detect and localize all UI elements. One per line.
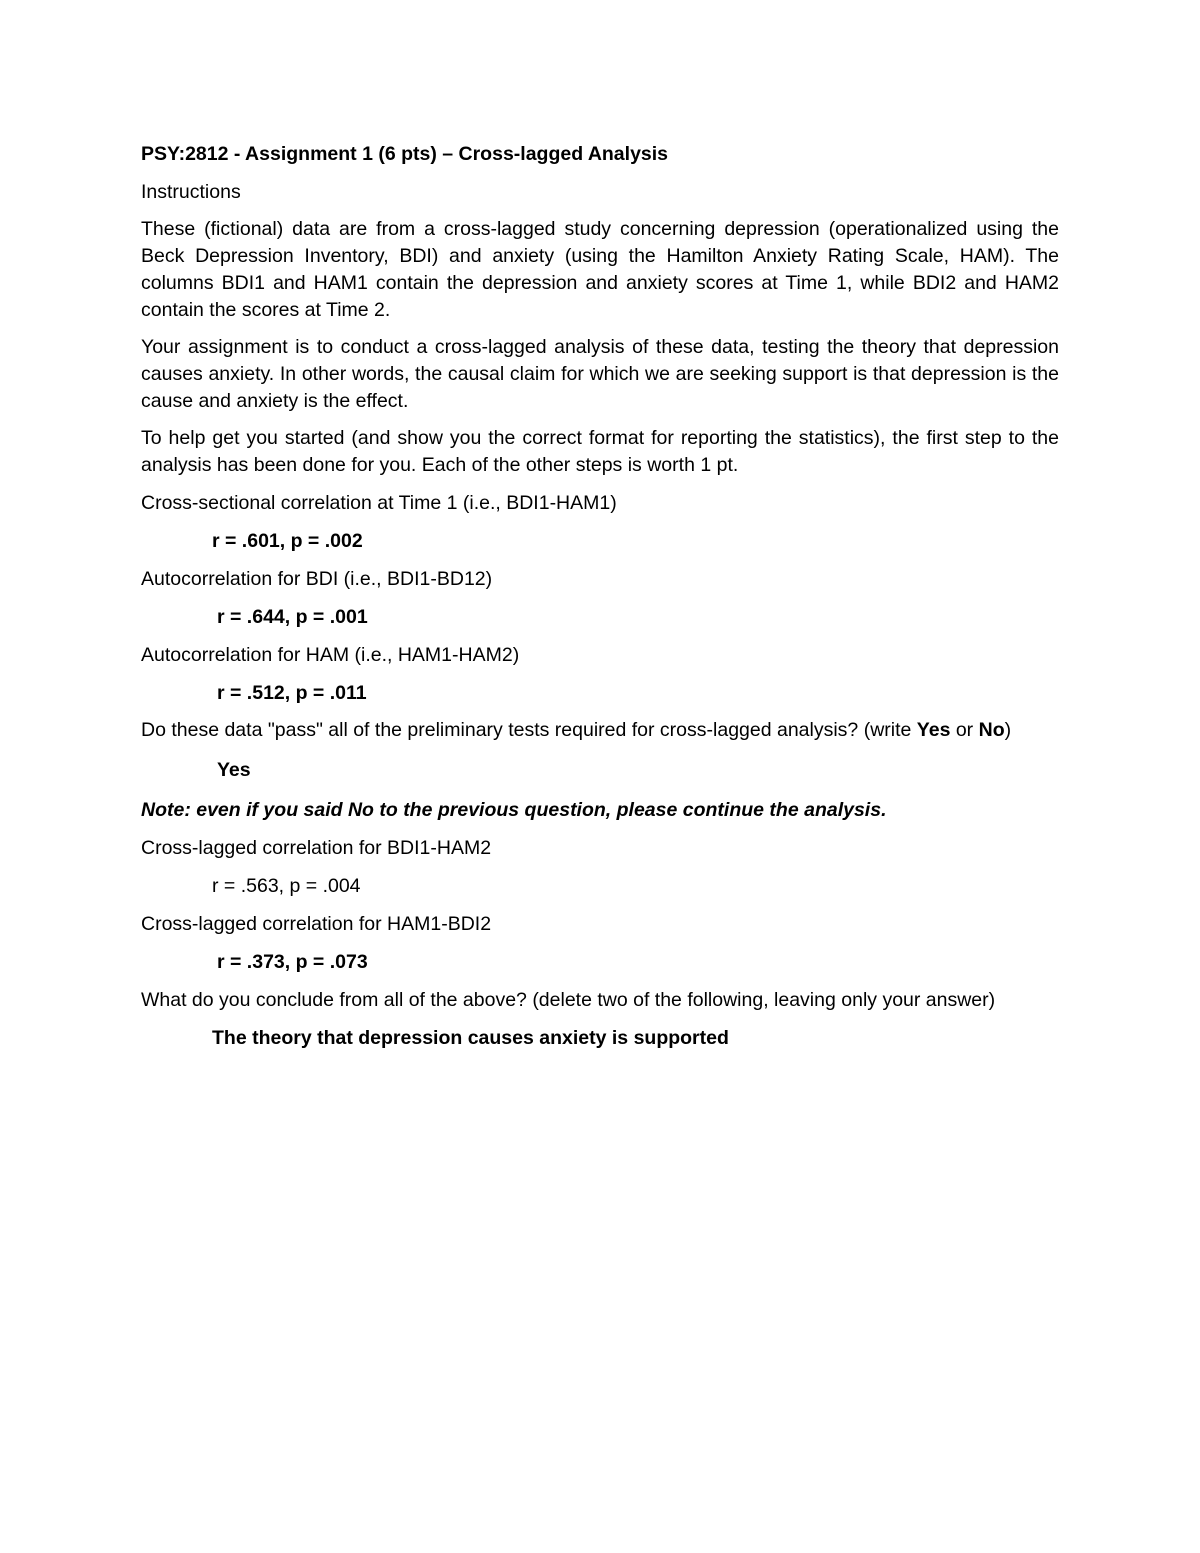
pass-question-text: Do these data "pass" all of the preliminary tests required for cross-lagged analysis? (write: [141, 719, 917, 741]
auto-bdi-result: r = .644, p = .001: [217, 606, 368, 628]
cross-lag-2-label: Cross-lagged correlation for HAM1-BDI2: [141, 913, 492, 935]
pass-question-end: ): [1004, 719, 1012, 741]
cross-sectional-result: r = .601, p = .002: [212, 530, 363, 552]
document-page: [141, 140, 1059, 1062]
paragraph-intro: These (fictional) data are from a cross-lagged study concerning depression (operationalized using the Beck Depression Inventory, BDI) and anxiety (using the Hamilton Anxiety Rating Scale, HAM). The columns BDI1 and HAM1 contain the depression and anxiety scores at Time 1, while BDI2 and HAM2 contain the scores at Time 2.: [141, 218, 1059, 321]
conclusion-question: What do you conclude from all of the above? (delete two of the following, leaving only your answer): [141, 989, 996, 1011]
pass-answer: Yes: [217, 759, 251, 781]
note-continue: Note: even if you said No to the previous question, please continue the analysis.: [141, 799, 887, 821]
cross-lag-1-result: r = .563, p = .004: [212, 875, 361, 897]
instructions-heading: Instructions: [141, 181, 241, 203]
auto-ham-result: r = .512, p = .011: [217, 682, 367, 704]
pass-question-or: or: [950, 719, 979, 741]
pass-question: [141, 717, 1059, 744]
paragraph-help: To help get you started (and show you the correct format for reporting the statistics), the first step to the analysis has been done for you. Each of the other steps is worth 1 pt.: [141, 427, 1059, 476]
cross-lag-2-result: r = .373, p = .073: [217, 951, 368, 973]
cross-sectional-label: Cross-sectional correlation at Time 1 (i.e., BDI1-HAM1): [141, 492, 617, 514]
auto-bdi-label: Autocorrelation for BDI (i.e., BDI1-BD12): [141, 568, 493, 590]
auto-ham-label: Autocorrelation for HAM (i.e., HAM1-HAM2): [141, 644, 520, 666]
pass-question-yes: Yes: [916, 719, 951, 741]
pass-question-no: No: [978, 719, 1005, 741]
conclusion-answer: The theory that depression causes anxiety is supported: [212, 1027, 729, 1049]
document-title: PSY:2812 - Assignment 1 (6 pts) – Cross-lagged Analysis: [141, 143, 669, 165]
cross-lag-1-label: Cross-lagged correlation for BDI1-HAM2: [141, 837, 492, 859]
paragraph-assignment: Your assignment is to conduct a cross-lagged analysis of these data, testing the theory that depression causes anxiety. In other words, the causal claim for which we are seeking support is that depression is the cause and anxiety is the effect.: [141, 336, 1059, 412]
